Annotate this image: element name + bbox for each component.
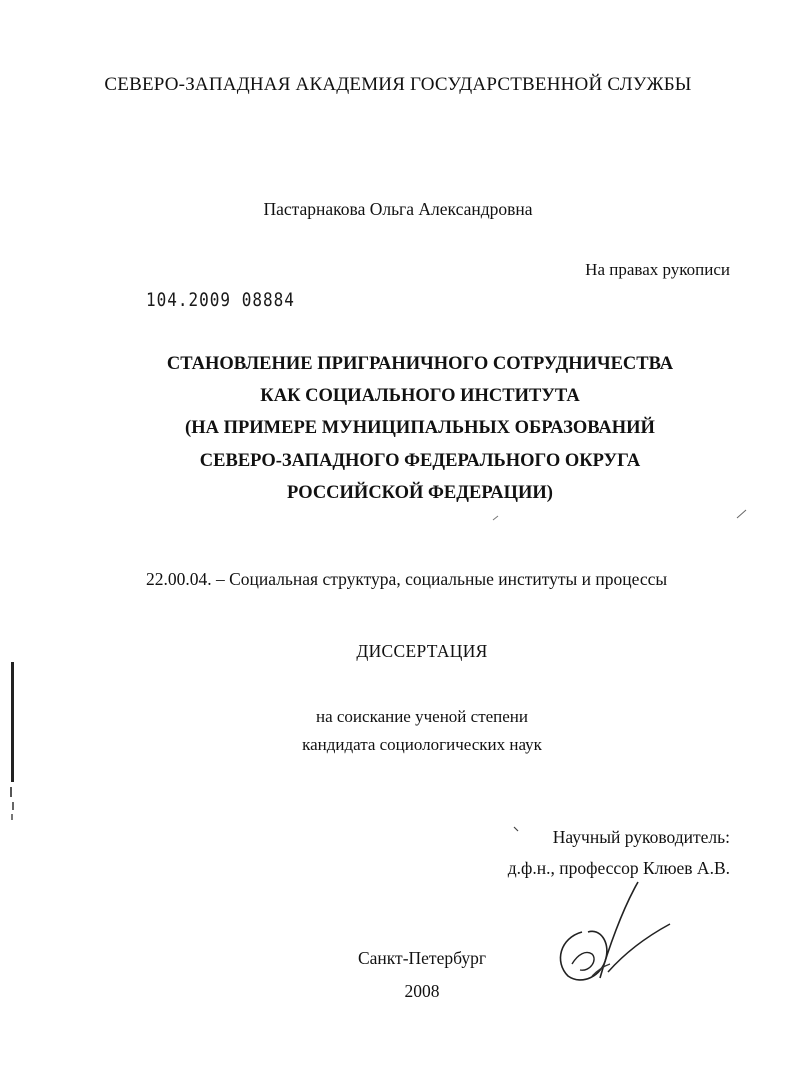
- degree-line: кандидата социологических наук: [302, 735, 542, 754]
- title-line: СЕВЕРО-ЗАПАДНОГО ФЕДЕРАЛЬНОГО ОКРУГА: [199, 450, 641, 471]
- signature: [552, 880, 672, 990]
- title-line: КАК СОЦИАЛЬНОГО ИНСТИТУТА: [260, 386, 580, 407]
- institution-name: СЕВЕРО-ЗАПАДНАЯ АКАДЕМИЯ ГОСУДАРСТВЕННОЙ СЛУЖБЫ: [104, 74, 692, 95]
- catalog-number: 104.2009 08884: [146, 288, 295, 311]
- stray-mark: [492, 514, 500, 522]
- degree-statement: [0, 703, 796, 759]
- author-name: Пастарнакова Ольга Александровна: [263, 199, 533, 219]
- degree-line: на соискание ученой степени: [315, 707, 529, 726]
- title-line: РОССИЙСКОЙ ФЕДЕРАЦИИ): [287, 482, 553, 503]
- dissertation-title: [0, 348, 796, 509]
- year: 2008: [404, 981, 440, 1001]
- title-line: СТАНОВЛЕНИЕ ПРИГРАНИЧНОГО СОТРУДНИЧЕСТВА: [166, 354, 674, 374]
- supervisor-name: д.ф.н., профессор Клюев А.В.: [507, 858, 730, 878]
- city: Санкт-Петербург: [357, 948, 487, 968]
- title-line: (НА ПРИМЕРЕ МУНИЦИПАЛЬНЫХ ОБРАЗОВАНИЙ: [185, 418, 655, 439]
- document-type: ДИССЕРТАЦИЯ: [356, 641, 488, 661]
- rights-notice: На правах рукописи: [585, 260, 730, 279]
- stray-mark: [513, 826, 521, 834]
- supervisor-label: Научный руководитель:: [552, 827, 730, 847]
- stray-mark: [736, 508, 748, 520]
- specialty-code: 22.00.04. – Социальная структура, социальные институты и процессы: [146, 569, 668, 589]
